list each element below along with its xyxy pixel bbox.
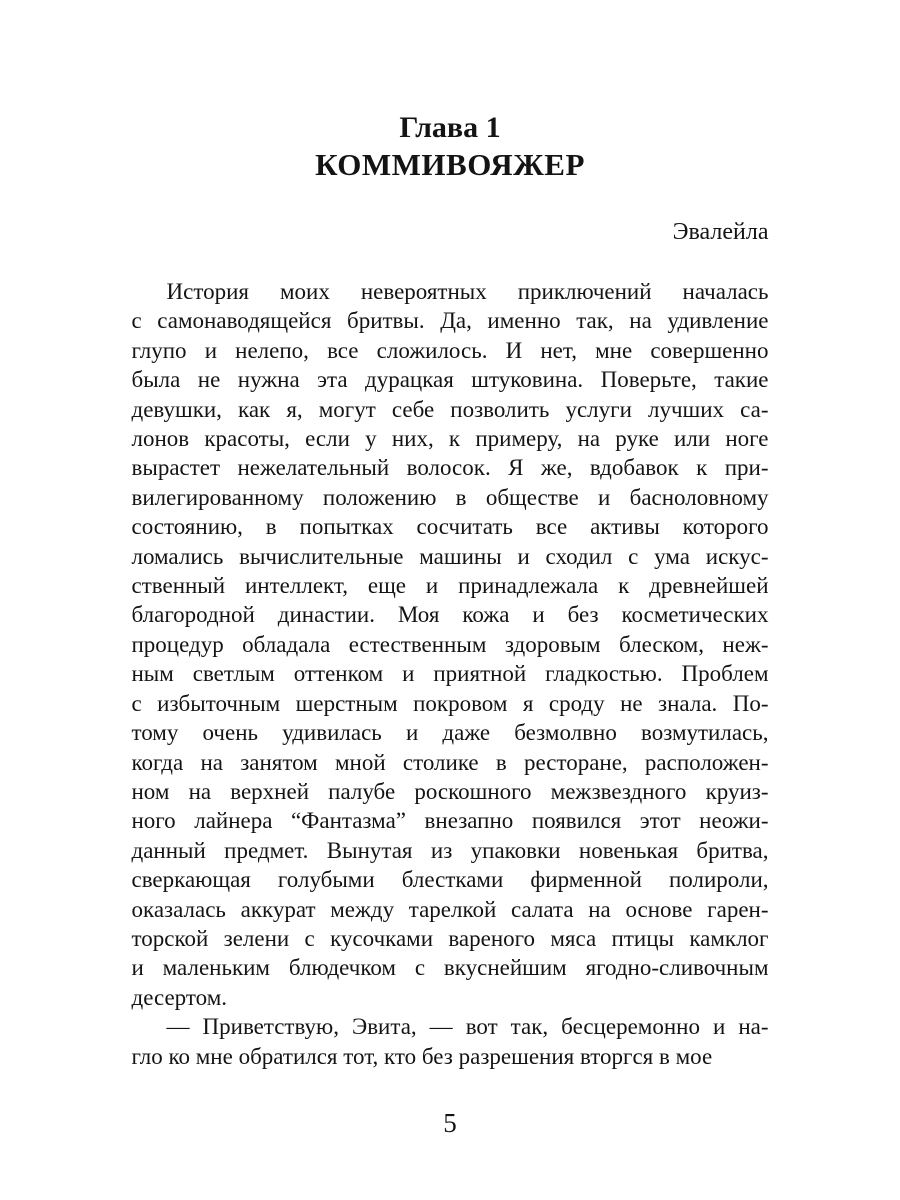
text-line: тому очень удивилась и даже безмолвно возмутилась,: [131, 720, 769, 746]
text-line: вилегированному положению в обществе и басноловному: [131, 484, 769, 510]
text-line: ного лайнера “Фантазма” внезапно появился этот неожи-: [131, 808, 769, 834]
text-line: ломались вычислительные машины и сходил с ума искус-: [131, 543, 769, 569]
text-line: ственный интеллект, еще и принадлежала к древнейшей: [131, 573, 769, 599]
chapter-number: Глава 1: [399, 111, 501, 144]
text-line: процедур обладала естественным здоровым блеском, неж-: [131, 631, 769, 657]
text-line: глупо и нелепо, все сложилось. И нет, мне совершенно: [131, 337, 769, 363]
text-block: [132, 217, 769, 1071]
text-line: История моих невероятных приключений началась: [166, 279, 769, 304]
text-line: вырастет нежелательный волосок. Я же, вдобавок к при-: [131, 455, 769, 481]
text-line: благородной династии. Моя кожа и без косметических: [131, 602, 769, 628]
text-line: — Приветствую, Эвита, — вот так, бесцеремонно и на-: [166, 1014, 769, 1040]
chapter-title: КОММИВОЯЖЕР: [315, 147, 585, 182]
text-line: ным светлым оттенком и приятной гладкостью. Проблем: [131, 661, 769, 687]
text-line: и маленьким блюдечком с вкуснейшим ягодно-сливочным: [131, 955, 769, 981]
text-line: девушки, как я, могут себе позволить услуги лучших са-: [131, 396, 769, 422]
text-line: когда на занятом мной столике в ресторане, расположен-: [131, 749, 769, 775]
text-line: торской зелени с кусочками вареного мяса птицы камклог: [131, 925, 769, 951]
text-line: десертом.: [131, 984, 227, 1010]
pov-name: Эвалейла: [672, 219, 769, 245]
text-line: лонов красоты, если у них, к примеру, на руке или ноге: [131, 426, 769, 452]
text-line: сверкающая голубыми блестками фирменной полироли,: [131, 867, 769, 893]
text-line: оказалась аккурат между тарелкой салата на основе гарен-: [131, 896, 769, 922]
text-line: с самонаводящейся бритвы. Да, именно так, на удивление: [131, 308, 769, 334]
text-line: гло ко мне обратился тот, кто без разрешения вторгся в мое: [131, 1043, 713, 1069]
text-line: состоянию, в попытках сосчитать все активы которого: [131, 514, 769, 540]
page-number: 5: [443, 1107, 457, 1138]
body-text: [132, 277, 769, 1071]
text-line: данный предмет. Вынутая из упаковки новенькая бритва,: [131, 837, 769, 863]
text-line: ном на верхней палубе роскошного межзвездного круиз-: [131, 778, 769, 804]
text-line: была не нужна эта дурацкая штуковина. Поверьте, такие: [131, 367, 769, 393]
text-line: с избыточным шерстным покровом я сроду не знала. По-: [131, 690, 769, 716]
